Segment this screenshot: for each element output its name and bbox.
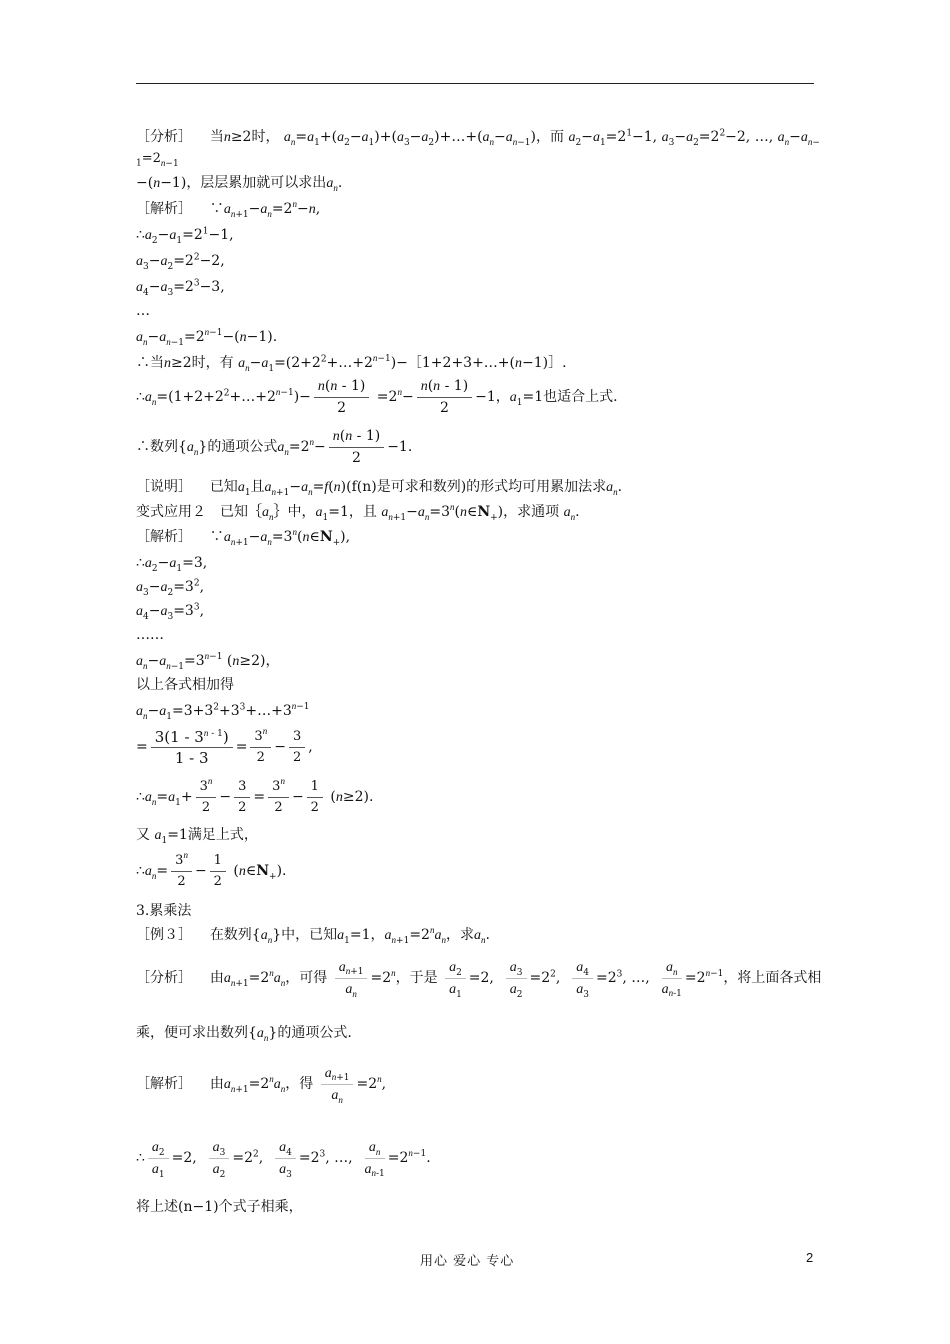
- footer-motto: 用心 爱心 专心: [420, 1254, 515, 1269]
- variant-ellipsis: ……: [136, 627, 164, 643]
- variant-solution-line-5: $a_n-a_{n-1}=3^{n-1}$ (n≥2)，: [136, 651, 280, 672]
- analysis-line-2: −(n−1)，层层累加就可以求出$a_n$.: [136, 175, 343, 193]
- solution-ellipsis: …: [136, 303, 150, 319]
- example3-analysis-line-1: ［分析］ 由$a_{n+1}=2^na_n$，可得 $\frac{a_{n+1}}{a_n}$ $=2^n$，于是 $\frac{a_2}{a_1}$ =2, $\frac{a_3}{a_2}$ $=2^2$, $\frac{a_4}{a_3}$ $=2^3$, …, $\frac{a_n}{a_{n-1}}$ $=2^{n-1}$，将上面各式相: [136, 952, 821, 1005]
- variant-sum-intro: 以上各式相加得: [136, 677, 234, 693]
- solution-line-5: $a_n-a_{n-1}=2^{n-1}-(n-1)$.: [136, 327, 278, 348]
- page-number: 2: [806, 1250, 814, 1265]
- variant-solution-line-1: ［解析］ $\because a_{n+1}-a_n=3^n(n\in N_+)$,: [136, 527, 351, 548]
- analysis-line-1b: $_1=2_{n-1}$: [136, 151, 179, 169]
- solution-line-7: $\therefore a_n=(1+2+2^2+\dots+2^{n-1})-$ $\frac{n(n - 1)}{2}$ $=2^n-$ $\frac{n(n - 1)}{2}$ −1，$a_1=1$也适合上式.: [136, 378, 618, 416]
- solution-line-6: ∴当n≥2时，有 $a_n-a_1=(2+2^2+\dots+2^{n-1})-[1+2+3+\dots+(n-1)]$.: [136, 353, 567, 374]
- note-line: ［说明］ 已知$a_1$且$a_{n+1}-a_n=f(n)(f(n)$是可求和数列)的形式均可用累加法求$a_n$.: [136, 479, 623, 498]
- solution-line-8: ∴数列$\{a_n\}$的通项公式$a_n=2^n-$ $\frac{n(n - 1)}{2}$ −1.: [136, 428, 413, 466]
- analysis-line-1: ［分析］ 当n≥2时， $a_n=a_1+(a_2-a_1)+(a_3-a_2)+\dots+(a_n-a_{n-1})$，而 $a_2-a_1=2^1-1$, $a_3-a_2=2^2-2$, …, $a_n-a_{n-}$: [136, 128, 820, 148]
- example3-line: ［例３］ 在数列$\{a_n\}$中，已知$a_1=1$，$a_{n+1}=2^na_n$，求$a_n$.: [136, 925, 490, 946]
- variant-solution-line-9: 又 $a_1=1$满足上式，: [136, 827, 258, 846]
- method3-heading: 3.累乘法: [136, 903, 192, 919]
- variant-solution-line-10: $\therefore a_n=$ $\frac{3^n}{2}$ − $\frac{1}{2}$ $(n\in N_+)$.: [136, 850, 287, 889]
- variant-line: 变式应用２ 已知$\{a_n\}$中，$a_1=1$，且 $a_{n+1}-a_n=3^n(n\in N_+)$，求通项 $a_n$.: [136, 502, 580, 523]
- solution-line-3: $a_3-a_2=2^2-2$,: [136, 252, 225, 272]
- variant-solution-line-8: $\therefore a_n=a_1+$ $\frac{3^n}{2}$ − $\frac{3}{2}$ = $\frac{3^n}{2}$ − $\frac{1}{2}$ (n≥2).: [136, 776, 374, 815]
- solution-line-2: $\therefore a_2-a_1=2^1-1$,: [136, 226, 234, 246]
- solution-line-1: ［解析］ $\because a_{n+1}-a_n=2^n-n$,: [136, 199, 321, 220]
- variant-solution-line-2: $\therefore a_2-a_1=3$,: [136, 555, 208, 574]
- header-rule: [136, 83, 814, 84]
- example3-label: ［例３］: [136, 927, 192, 943]
- note-label: ［说明］: [136, 479, 192, 495]
- example3-solution-line-3: 将上述(n−1)个式子相乘，: [136, 1199, 303, 1215]
- variant-solution-line-7: = $\frac{3(1 - 3^{n - 1})}{1 - 3}$ = $\frac{3^n}{2}$ − $\frac{3}{2}$ ,: [136, 726, 313, 767]
- example3-solution-line-2: ∴ $\frac{a_2}{a_1}$ =2, $\frac{a_3}{a_2}$ $=2^2$, $\frac{a_4}{a_3}$ $=2^3$, …, $\frac{a_n}{a_{n-1}}$ $=2^{n-1}$.: [136, 1132, 431, 1184]
- example3-solution-line-1: ［解析］ 由$a_{n+1}=2^na_n$，得 $\frac{a_{n+1}}{a_n}$ $=2^n$,: [136, 1058, 386, 1111]
- example3-analysis-line-2: 乘，便可求出数列$\{a_n\}$的通项公式.: [136, 1025, 352, 1043]
- variant-solution-line-4: $a_4-a_3=3^3$,: [136, 602, 205, 622]
- variant-solution-line-6: $a_n-a_1=3+3^2+3^3+\dots+3^{n-1}$: [136, 701, 310, 722]
- solution-label: ［解析］: [136, 201, 192, 217]
- solution-line-4: $a_4-a_3=2^3-3$,: [136, 278, 225, 298]
- analysis-label: ［分析］: [136, 129, 192, 145]
- variant-solution-line-3: $a_3-a_2=3^2$,: [136, 578, 205, 598]
